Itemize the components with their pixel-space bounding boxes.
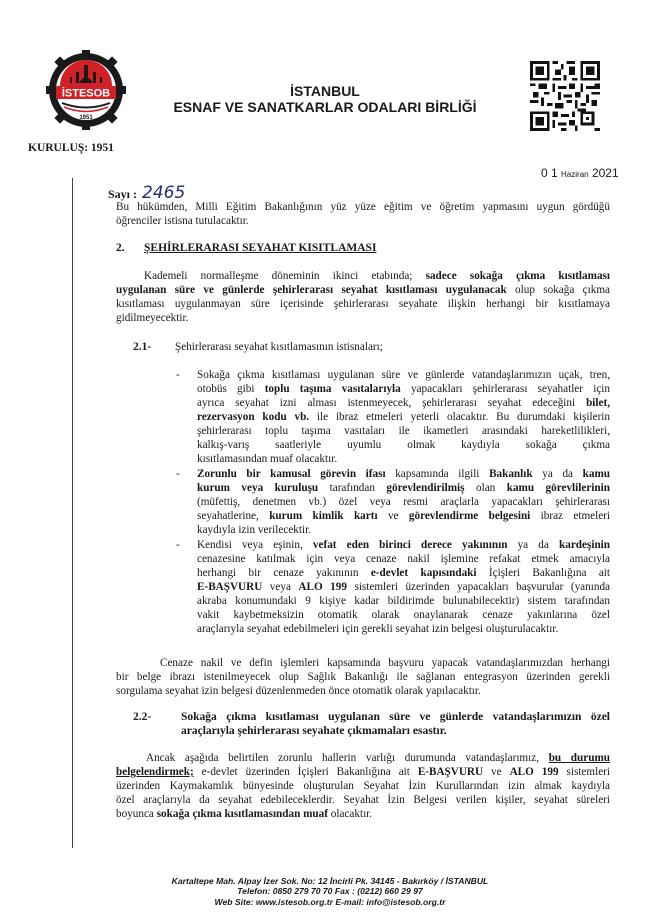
sayi-label: Sayı [108,187,131,201]
bullet-2-line-4: seyahatlerine, kurum kimlik kartı ve görevlendirme belgesini ibraz etmeleri [197,510,611,522]
margin-line [72,178,73,848]
para2-line-2: bir belge ibrazı istenilmeyecek olup Sağlık Bakanlığı ile sağlanan entegrasyon üzerinden gerekli [116,671,610,683]
para1-line-3: kısıtlaması uygulanmayan süre içerisinde şehirlerarası seyahate ilişkin herhangi bir kısıtlamaya [116,298,610,310]
bullet-3-line-5: akraba konumundaki 9 kişiye kadar bildirimde bulunabilecektir) sistem tarafından [197,595,610,607]
section-2-1-number: 2.1- [133,341,152,353]
qr-code [530,61,600,131]
bullet-3-line-2: cenazesine katılmak için veya cenaze nakil işlemine refakat etmek amacıyla [197,553,610,565]
footer-web: Web Site: www.istesob.org.tr E-mail: info@istesob.org.tr [214,896,446,907]
bullet-1-line-3: ayrıca seyahat izni alması istenmeyecek, şehirlerarası seyahat edeceğini bilet, [197,397,610,409]
section-2-2-number: 2.2- [133,711,152,723]
bullet-2-line-1: Zorunlu bir kamusal görevin ifası kapsamında ilgili Bakanlık ya da kamu [197,468,610,480]
footer-contact [120,876,540,907]
sayi-number: 2465 [142,183,186,203]
logo-text: İSTESOB [61,87,111,100]
section-2-2-line-2: araçlarıyla şehirlerarası seyahate çıkmamaları esastır. [181,725,447,737]
org-line-2: ESNAF VE SANATKARLAR ODALARI BİRLİĞİ [173,99,477,115]
para2-line-1: Cenaze nakil ve defin işlemleri kapsamında başvuru yapacak vatandaşlarımızdan herhangi [160,657,610,669]
para3-line-3: üzerinden Kaymakamlık bünyesinde oluşturulan Seyahat İzin Kurullarından izin almak kaydıyla [116,780,610,792]
footer-phone: Telefon: 0850 279 70 70 Fax : (0212) 660 29 97 [237,886,423,897]
para1-line-2: uygulanan süre ve günlerde şehirlerarası seyahat kısıtlaması uygulanacak olup sokağa çıkma [116,284,611,296]
section-2-2-line-1: Sokağa çıkma kısıtlaması uygulanan süre ve günlerde vatandaşlarımızın özel [181,711,610,723]
bullet-3-line-6: vakit kaybetmeksizin otomatik olarak onaylanarak cenaze yakınlarına özel [197,609,610,621]
date-month: Haziran [561,170,589,179]
bullet-1-line-5: şehirlerarası toplu taşıma vasıtaları ile ikametleri arasındaki hareketlilikleri, [197,425,610,437]
logo-year: 1951 [79,115,93,121]
bullet-2-line-3: (müfettiş, denetmen vb.) özel veya resmi araçlarla yapacakları şehirlerarası [197,496,610,508]
document-date [541,166,619,180]
para1-line-1: Kademeli normalleşme döneminin ikinci etabında; sadece sokağa çıkma kısıtlaması [144,270,610,282]
para3-line-2: belgelendirmek; e-devlet üzerinden İçişleri Bakanlığına ait E-BAŞVURU ve ALO 199 sistemleri [116,766,611,778]
bullet-1-line-4: rezervasyon kodu vb. ile ibraz etmeleri yeterli olacaktır. Bu durumdaki kişilerin [197,411,610,423]
founded-label: KURULUŞ: 1951 [28,142,114,154]
bullet-1-line-7: kısıtlamasından muaf olacaktır. [197,453,338,465]
intro-line-2: öğrenciler istisna tutulacaktır. [116,215,249,227]
organization-name [150,83,500,115]
bullet-3-line-4: E-BAŞVURU veya ALO 199 sistemleri üzerinden yapacakları başvurular (yanında [197,581,610,593]
bullet-2-line-2: kurum veya kuruluşu tarafından görevlendirilmiş olan kamu görevlilerinin [197,482,610,494]
bullet-2-marker: - [176,468,180,480]
para3-line-4: özel araçlarıyla da seyahat edebileceklerdir. Seyahat İzin Belgesi verilen kişiler, seyahat süreleri [116,794,610,806]
bullet-2-line-5: kaydıyla izin verilecektir. [197,524,312,536]
section-2-1-title: Şehirlerarası seyahat kısıtlamasının istisnaları; [175,341,383,353]
para2-line-3: sorgulama seyahat izin belgesi düzenlenmeden önce otomatik olarak yapılacaktır. [116,685,481,697]
bullet-1-line-6: kalkış-varış saatleriyle uyumlu olmak kaydıyla sokağa çıkma [197,439,610,451]
bullet-1-line-1: Sokağa çıkma kısıtlaması uygulanan süre ve günlerde vatandaşlarımızın uçak, tren, [197,369,610,381]
para3-line-5: boyunca sokağa çıkma kısıtlamasından muaf olacaktır. [116,808,373,820]
date-day: 0 1 [541,166,558,180]
bullet-3-line-3: herhangi bir cenaze yakınının e-devlet kapısındaki İçişleri Bakanlığına ait [197,567,610,579]
bullet-3-marker: - [176,539,180,551]
intro-line-1: Bu hükümden, Milli Eğitim Bakanlığının yüz yüze eğitim ve öğretim yapmasını uygun gördüğü [116,201,610,213]
bullet-3-line-7: araçlarıyla seyahat edebilmeleri için gerekli seyahat izin belgesi oluşturulacaktır. [197,623,559,635]
istesob-logo [46,50,126,130]
org-line-1: İSTANBUL [290,83,360,99]
reference-number: Sayı : 2465 [108,183,186,203]
bullet-1-line-2: otobüs gibi toplu taşıma vasıtalarıyla yapacakları şehirlerarası seyahatler için [197,383,611,395]
section-2-title: ŞEHİRLERARASI SEYAHAT KISITLAMASI [144,242,377,254]
footer-address: Kartaltepe Mah. Alpay İzer Sok. No: 12 İncirli Pk. 34145 - Bakırköy / İSTANBUL [171,876,489,886]
section-2-number: 2. [116,242,125,254]
date-year: 2021 [591,166,619,180]
para1-line-4: gidilmeyecektir. [116,312,189,324]
bullet-1-marker: - [176,369,180,381]
para3-line-1: Ancak aşağıda belirtilen zorunlu hallerin varlığı durumunda vatandaşlarımız, bu durumu [146,752,610,764]
bullet-3-line-1: Kendisi veya eşinin, vefat eden birinci derece yakınının ya da kardeşinin [197,539,610,551]
